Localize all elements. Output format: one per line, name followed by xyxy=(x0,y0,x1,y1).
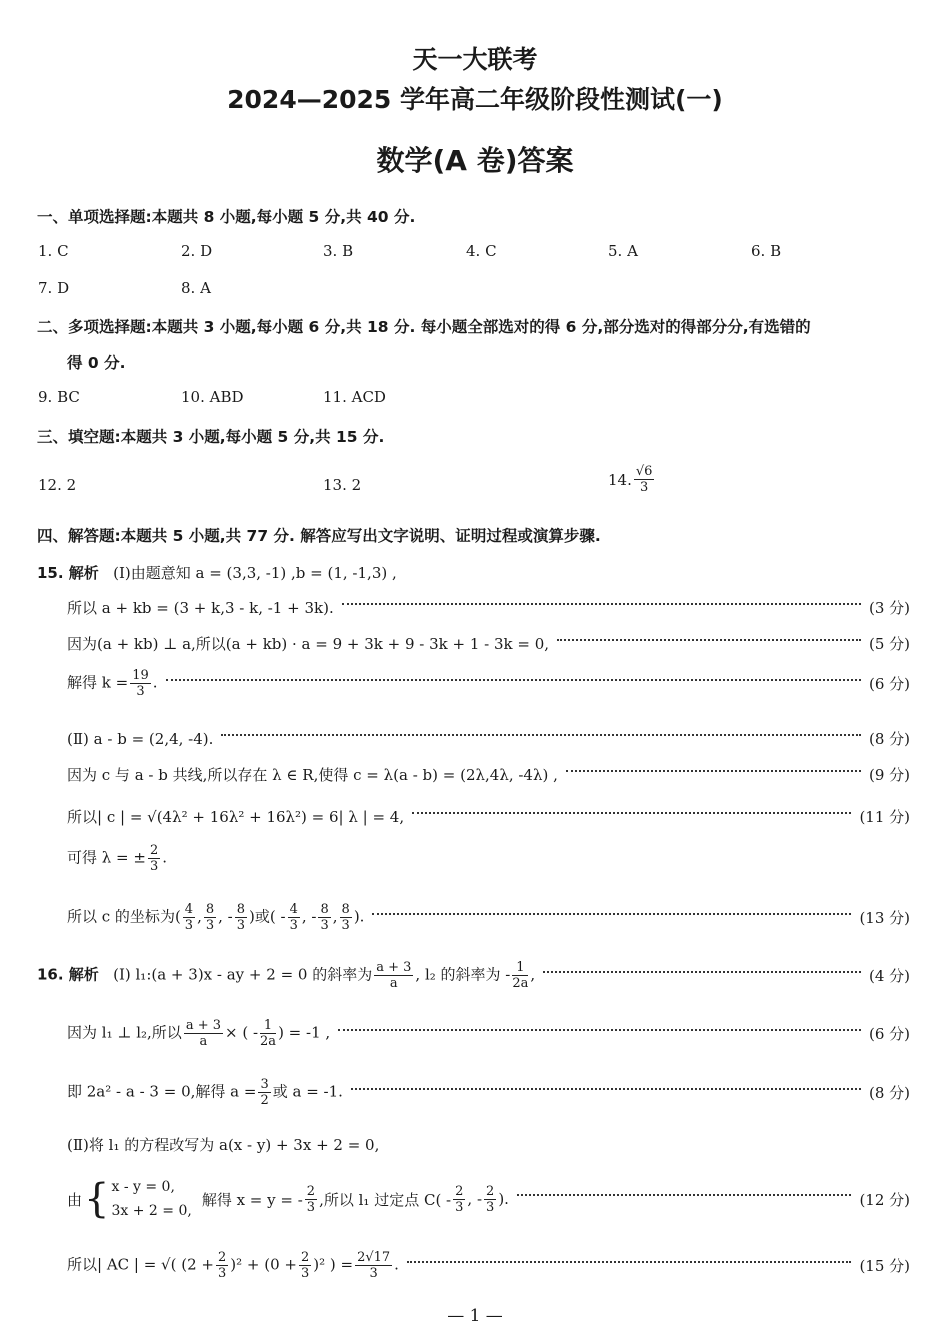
q15-line3: 解得 k = $\frac{19}{3}$ . (6 分) xyxy=(67,668,910,699)
answer-6: 6. B xyxy=(751,242,782,260)
score: (15 分) xyxy=(859,1257,910,1275)
q15-line6: 所以| c | = √(4λ² + 16λ² + 16λ²) = 6| λ | = 4, (11 分) xyxy=(67,808,910,826)
section3-title: 三、填空题:本题共 3 小题,每小题 5 分,共 15 分. xyxy=(37,428,385,446)
score: (9 分) xyxy=(868,766,910,784)
score: (13 分) xyxy=(859,909,910,927)
section2-title: 二、多项选择题:本题共 3 小题,每小题 6 分,共 18 分. 每小题全部选对的得 6 分,部分选对的得部分分,有选错的 xyxy=(37,318,811,336)
exam-org-title: 天一大联考 xyxy=(412,45,538,74)
answer-2: 2. D xyxy=(181,242,213,260)
answer-14-fraction: $\frac{√6}{3}$ xyxy=(635,464,653,495)
answer-14 xyxy=(608,464,656,495)
q15-line4: (Ⅱ) a - b = (2,4, -4). (8 分) xyxy=(67,729,910,748)
score: (5 分) xyxy=(868,635,910,653)
answer-9: 9. BC xyxy=(38,388,80,406)
q15-line0: 15. 解析 (Ⅰ)由题意知 a = (3,3, -1) ,b = (1, -1,3) , xyxy=(37,564,397,582)
score: (12 分) xyxy=(859,1190,910,1209)
section1-title: 一、单项选择题:本题共 8 小题,每小题 5 分,共 40 分. xyxy=(37,208,416,226)
section2-title-cont: 得 0 分. xyxy=(67,354,126,372)
answer-1: 1. C xyxy=(38,242,69,260)
q15-line2: 因为(a + kb) ⊥ a,所以(a + kb) · a = 9 + 3k + 9 - 3k + 1 - 3k = 0, (5 分) xyxy=(67,635,910,653)
q15-label: 15. 解析 xyxy=(37,564,99,582)
answer-3: 3. B xyxy=(323,242,354,260)
answer-10: 10. ABD xyxy=(181,388,244,406)
answer-12: 12. 2 xyxy=(38,476,77,494)
answer-title: 数学(A 卷)答案 xyxy=(376,144,574,177)
answer-8: 8. A xyxy=(181,279,211,297)
q16-line4: 由 { x - y = 0, 3x + 2 = 0, 解得 x = y = - $\frac{2}{3}$ ,所以 l₁ 过定点 C( - $\frac{2}{3}$ , - $\frac{2}{3}$ ). (12 分) xyxy=(67,1176,910,1222)
score: (6 分) xyxy=(868,675,910,693)
q15-line8: 所以 c 的坐标为( $\frac{4}{3}$ , $\frac{8}{3}$ , - $\frac{8}{3}$ )或( - $\frac{4}{3}$ , - $\frac{8}{3}$ , $\frac{8}{3}$ ). (13 分) xyxy=(67,902,910,933)
exam-title: 2024—2025 学年高二年级阶段性测试(一) xyxy=(227,85,723,114)
score: (8 分) xyxy=(868,1084,910,1102)
q16-label: 16. 解析 xyxy=(37,965,99,984)
score: (4 分) xyxy=(868,967,910,985)
score: (11 分) xyxy=(859,808,910,826)
q16-line2: 即 2a² - a - 3 = 0,解得 a = $\frac{3}{2}$ 或 a = -1. (8 分) xyxy=(67,1077,910,1108)
answer-13: 13. 2 xyxy=(323,476,362,494)
answer-14-label: 14. xyxy=(608,470,632,489)
score: (6 分) xyxy=(868,1025,910,1043)
score: (3 分) xyxy=(868,599,910,617)
answer-11: 11. ACD xyxy=(323,388,386,406)
q16-line5: 所以| AC | = √( (2 + $\frac{2}{3}$ )² + (0 + $\frac{2}{3}$ )² ) = $\frac{2√17}{3}$ . (15 分) xyxy=(67,1250,910,1281)
score: (8 分) xyxy=(868,730,910,748)
q15-line5: 因为 c 与 a - b 共线,所以存在 λ ∈ R,使得 c = λ(a - b) = (2λ,4λ, -4λ) , (9 分) xyxy=(67,766,910,784)
page-number: — 1 — xyxy=(447,1306,503,1326)
q16-line3: (Ⅱ)将 l₁ 的方程改写为 a(x - y) + 3x + 2 = 0, xyxy=(67,1136,380,1154)
section4-title: 四、解答题:本题共 5 小题,共 77 分. 解答应写出文字说明、证明过程或演算步骤. xyxy=(37,527,601,545)
q15-line1: 所以 a + kb = (3 + k,3 - k, -1 + 3k). (3 分) xyxy=(67,599,910,617)
answer-5: 5. A xyxy=(608,242,638,260)
q16-line1: 因为 l₁ ⊥ l₂,所以 $\frac{a + 3}{a}$ × ( - $\frac{1}{2a}$ ) = -1 , (6 分) xyxy=(67,1018,910,1049)
q15-line7: 可得 λ = ± $\frac{2}{3}$ . xyxy=(67,843,168,874)
q16-line0: 16. 解析 (Ⅰ) l₁:(a + 3)x - ay + 2 = 0 的斜率为 $\frac{a + 3}{a}$ , l₂ 的斜率为 - $\frac{1}{2a}$ , (4 分) xyxy=(37,960,910,991)
answer-4: 4. C xyxy=(466,242,497,260)
answer-7: 7. D xyxy=(38,279,70,297)
